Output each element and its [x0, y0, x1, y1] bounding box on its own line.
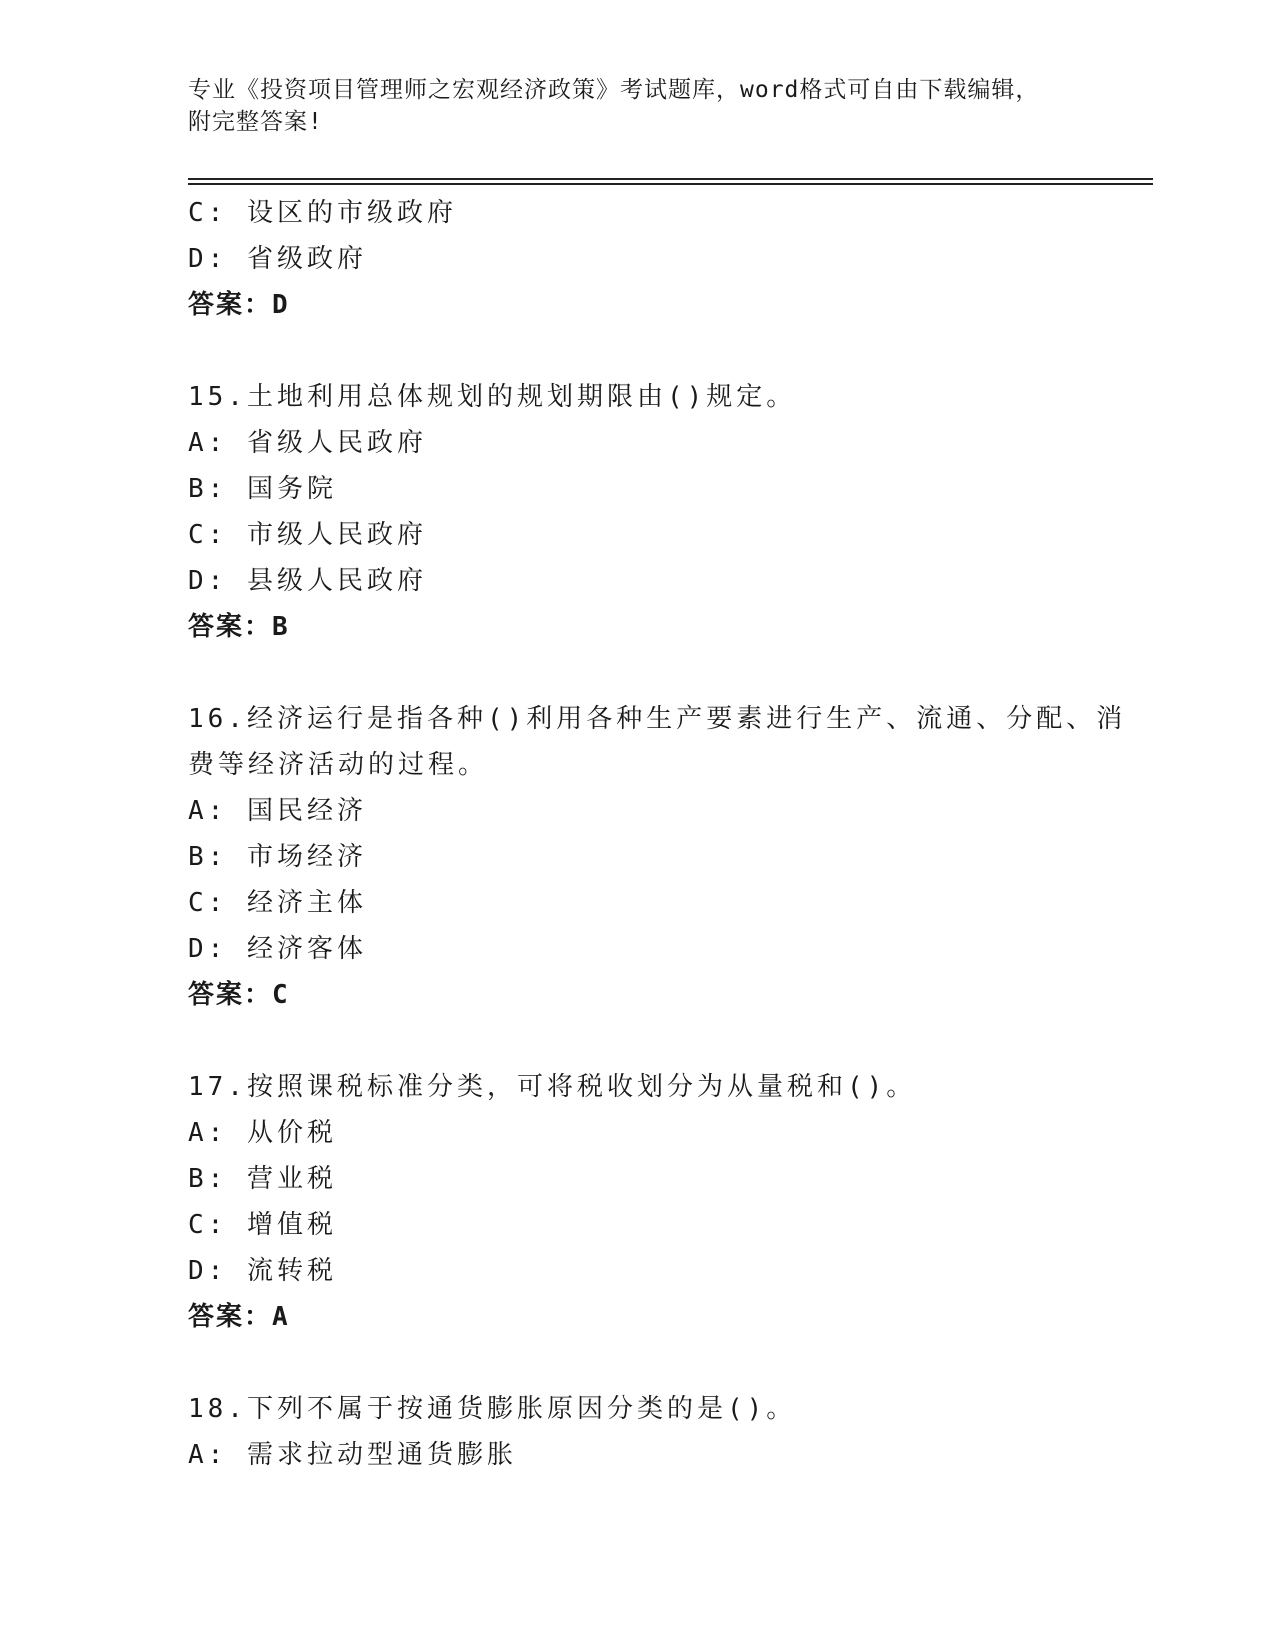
question-stem: 15.土地利用总体规划的规划期限由()规定。 — [188, 382, 797, 412]
option-b: B: 国务院 — [188, 474, 337, 504]
option-d: D: 县级人民政府 — [188, 566, 427, 596]
question-content — [188, 190, 1127, 1478]
question-18 — [188, 1386, 1088, 1478]
option-a: A: 需求拉动型通货膨胀 — [188, 1440, 517, 1470]
answer-line: 答案：D — [188, 290, 290, 320]
question-stem-continued: 费等经济活动的过程。 — [188, 750, 489, 780]
answer-line: 答案：C — [188, 980, 290, 1010]
option-a: A: 国民经济 — [188, 796, 367, 826]
option-d: D: 流转税 — [188, 1256, 337, 1286]
header-divider-bottom — [188, 183, 1153, 185]
question-stem: 18.下列不属于按通货膨胀原因分类的是()。 — [188, 1394, 797, 1424]
question-17 — [188, 1064, 1088, 1340]
option-c: C: 经济主体 — [188, 888, 367, 918]
question-14-tail — [188, 190, 1088, 328]
question-16 — [188, 696, 1127, 1018]
option-c: C: 设区的市级政府 — [188, 198, 457, 228]
header-line-2: 附完整答案! — [188, 109, 323, 135]
option-c: C: 增值税 — [188, 1210, 337, 1240]
header-line-1: 专业《投资项目管理师之宏观经济政策》考试题库，word格式可自由下载编辑， — [188, 77, 1040, 103]
document-header — [188, 74, 1088, 138]
answer-line: 答案：A — [188, 1302, 290, 1332]
question-stem: 17.按照课税标准分类，可将税收划分为从量税和()。 — [188, 1072, 917, 1102]
option-b: B: 营业税 — [188, 1164, 337, 1194]
option-a: A: 从价税 — [188, 1118, 337, 1148]
question-stem: 16.经济运行是指各种()利用各种生产要素进行生产、流通、分配、消 — [188, 704, 1127, 734]
answer-line: 答案：B — [188, 612, 290, 642]
header-divider-top — [188, 178, 1153, 180]
option-d: D: 省级政府 — [188, 244, 367, 274]
option-a: A: 省级人民政府 — [188, 428, 427, 458]
option-c: C: 市级人民政府 — [188, 520, 427, 550]
question-15 — [188, 374, 1088, 650]
option-b: B: 市场经济 — [188, 842, 367, 872]
option-d: D: 经济客体 — [188, 934, 367, 964]
